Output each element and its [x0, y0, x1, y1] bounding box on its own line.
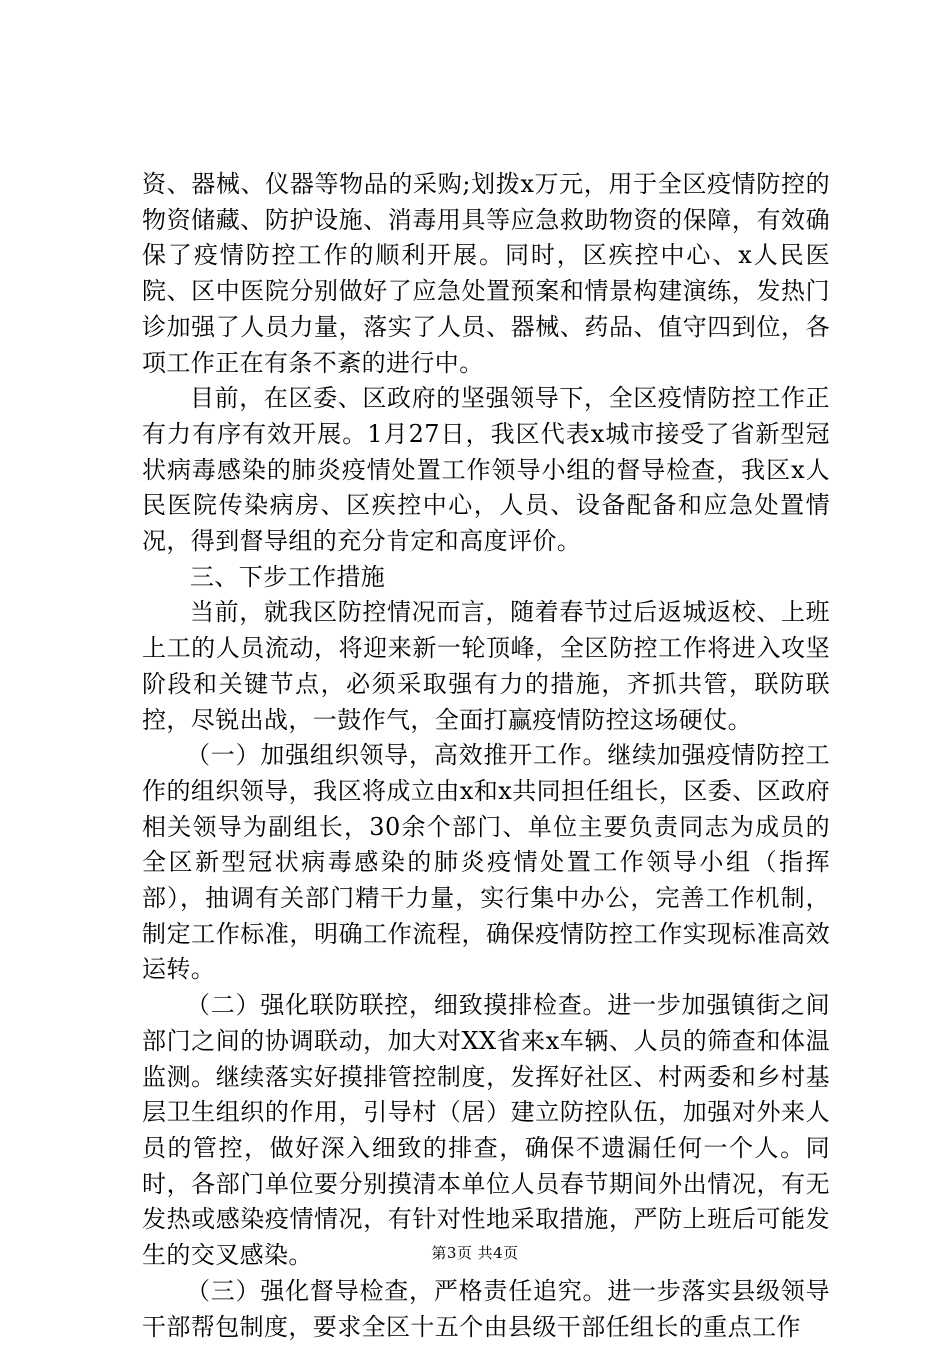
paragraph-measure-1: （一）加强组织领导，高效推开工作。继续加强疫情防控工作的组织领导，我区将成立由x和x共同担任组长，区委、区政府相关领导为副组长，30余个部门、单位主要负责同志为成员的全区新型冠状病毒感染的肺炎疫情处置工作领导小组（指挥部），抽调有关部门精干力量，实行集中办公，完善工作机制，制定工作标准，明确工作流程，确保疫情防控工作实现标准高效运转。	[142, 741, 830, 984]
page-number-footer: 第3页 共4页	[431, 1244, 519, 1262]
paragraph-continuation: 资、器械、仪器等物品的采购;划拨x万元，用于全区疫情防控的物资储藏、防护设施、消毒用具等应急救助物资的保障，有效确保了疫情防控工作的顺利开展。同时，区疾控中心、x人民医院、区中医院分别做好了应急处置预案和情景构建演练，发热门诊加强了人员力量，落实了人员、器械、药品、值守四到位，各项工作正在有条不紊的进行中。	[142, 170, 830, 377]
paragraph-measure-2: （二）强化联防联控，细致摸排检查。进一步加强镇街之间部门之间的协调联动，加大对XX省来x车辆、人员的筛查和体温监测。继续落实好摸排管控制度，发挥好社区、村两委和乡村基层卫生组织的作用，引导村（居）建立防控队伍，加强对外来人员的管控，做好深入细致的排查，确保不遗漏任何一个人。同时，各部门单位要分别摸清本单位人员春节期间外出情况，有无发热或感染疫情情况，有针对性地采取措施，严防上班后可能发生的交叉感染。	[142, 991, 830, 1270]
paragraph-current-situation: 当前，就我区防控情况而言，随着春节过后返城返校、上班上工的人员流动，将迎来新一轮顶峰，全区防控工作将进入攻坚阶段和关键节点，必须采取强有力的措施，齐抓共管，联防联控，尽锐出战，一鼓作气，全面打赢疫情防控这场硬仗。	[142, 598, 830, 734]
document-body	[142, 167, 830, 1345]
section-heading-next-steps: 三、下步工作措施	[190, 562, 386, 591]
paragraph-measure-3: （三）强化督导检查，严格责任追究。进一步落实县级领导干部帮包制度，要求全区十五个由县级干部任组长的重点工作	[142, 1276, 830, 1341]
paragraph-current-status: 目前，在区委、区政府的坚强领导下，全区疫情防控工作正有力有序有效开展。1月27日，我区代表x城市接受了省新型冠状病毒感染的肺炎疫情处置工作领导小组的督导检查，我区x人民医院传染病房、区疾控中心，人员、设备配备和应急处置情况，得到督导组的充分肯定和高度评价。	[142, 384, 830, 556]
